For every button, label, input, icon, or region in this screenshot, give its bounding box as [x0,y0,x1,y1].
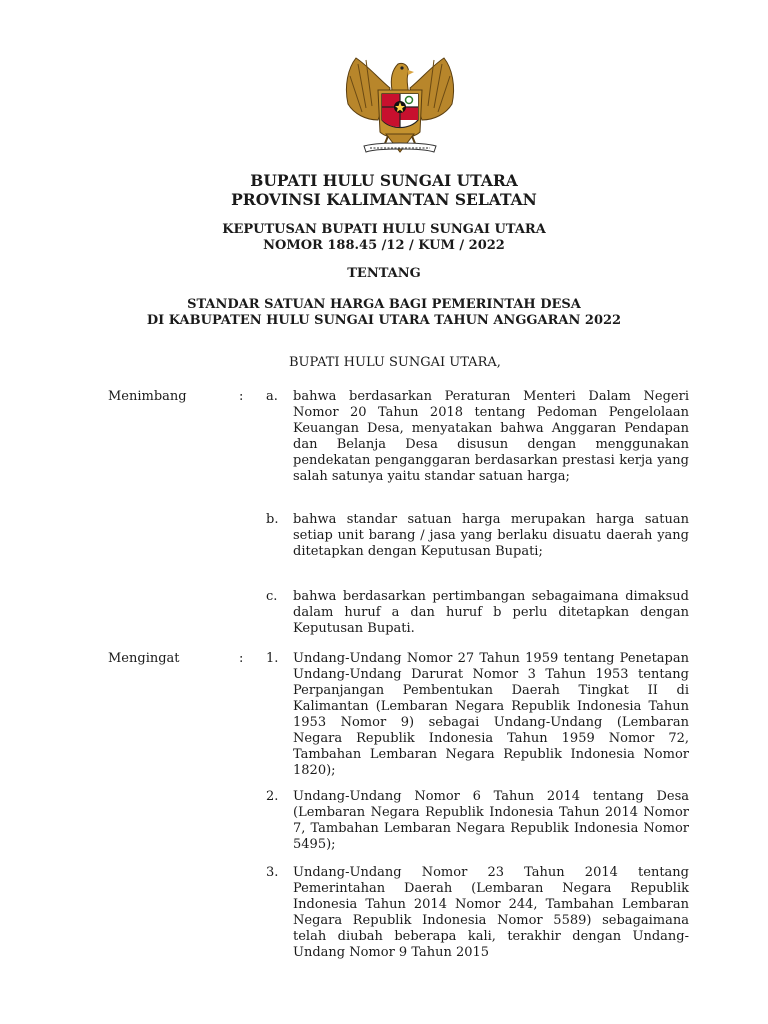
decree-title-line-1: KEPUTUSAN BUPATI HULU SUNGAI UTARA [222,222,546,237]
subject-line-1: STANDAR SATUAN HARGA BAGI PEMERINTAH DESA [187,297,581,312]
menimbang-item-text: bahwa berdasarkan pertimbangan sebagaimana dimaksud dalam huruf a dan huruf b perlu ditetapkan dengan Keputusan Bupati. [293,589,689,636]
subject-line-2: DI KABUPATEN HULU SUNGAI UTARA TAHUN ANGGARAN 2022 [146,313,622,328]
mengingat-item-text: Undang-Undang Nomor 6 Tahun 2014 tentang Desa (Lembaran Negara Republik Indonesia Tahun 2014 Nomor 7, Tambahan Lembaran Negara Republik Indonesia Nomor 5495); [293,789,689,852]
mengingat-item-text: Undang-Undang Nomor 27 Tahun 1959 tentang Penetapan Undang-Undang Darurat Nomor 3 Tahun 1953 tentang Perpanjangan Pembentukan Daerah Tingkat II di Kalimantan (Lembaran Negara Republik Indonesia Tahun 1953 Nomor 9) sebagai Undang-Undang (Lembaran Negara Republik Indonesia Tahun 1959 Nomor 72, Tambahan Lembaran Negara Republik Indonesia Nomor 1820); [293,651,689,778]
mengingat-item-mark: 3. [266,865,279,880]
about-heading: TENTANG [347,266,421,281]
mengingat-colon: : [239,651,244,666]
menimbang-label: Menimbang [108,389,187,404]
menimbang-colon: : [239,389,244,404]
mengingat-item-mark: 2. [266,789,279,804]
authority-heading: BUPATI HULU SUNGAI UTARA, [289,355,501,370]
garuda-emblem-icon [338,48,462,162]
menimbang-item-mark: b. [266,512,279,527]
title-line-1: BUPATI HULU SUNGAI UTARA [250,171,518,190]
title-line-2: PROVINSI KALIMANTAN SELATAN [231,190,537,209]
decree-number: NOMOR 188.45 /12 / KUM / 2022 [263,238,505,253]
mengingat-label: Mengingat [108,651,180,666]
menimbang-item-text: bahwa berdasarkan Peraturan Menteri Dalam Negeri Nomor 20 Tahun 2018 tentang Pedoman Pengelolaan Keuangan Desa, menyatakan bahwa Anggaran Pendapan dan Belanja Desa disusun dengan menggunakan pendekatan penganggaran berdasarkan prestasi kerja yang salah satunya yaitu standar satuan harga; [293,389,689,484]
menimbang-item-mark: c. [266,589,278,604]
mengingat-item-text: Undang-Undang Nomor 23 Tahun 2014 tentang Pemerintahan Daerah (Lembaran Negara Republik Indonesia Tahun 2014 Nomor 244, Tambahan Lembaran Negara Republik Indonesia Nomor 5589) sebagaimana telah diubah beberapa kali, terakhir dengan Undang-Undang Nomor 9 Tahun 2015 [293,865,689,960]
menimbang-item-text: bahwa standar satuan harga merupakan harga satuan setiap unit barang / jasa yang berlaku disuatu daerah yang ditetapkan dengan Keputusan Bupati; [293,512,689,559]
mengingat-item-mark: 1. [266,651,279,666]
menimbang-item-mark: a. [266,389,278,404]
